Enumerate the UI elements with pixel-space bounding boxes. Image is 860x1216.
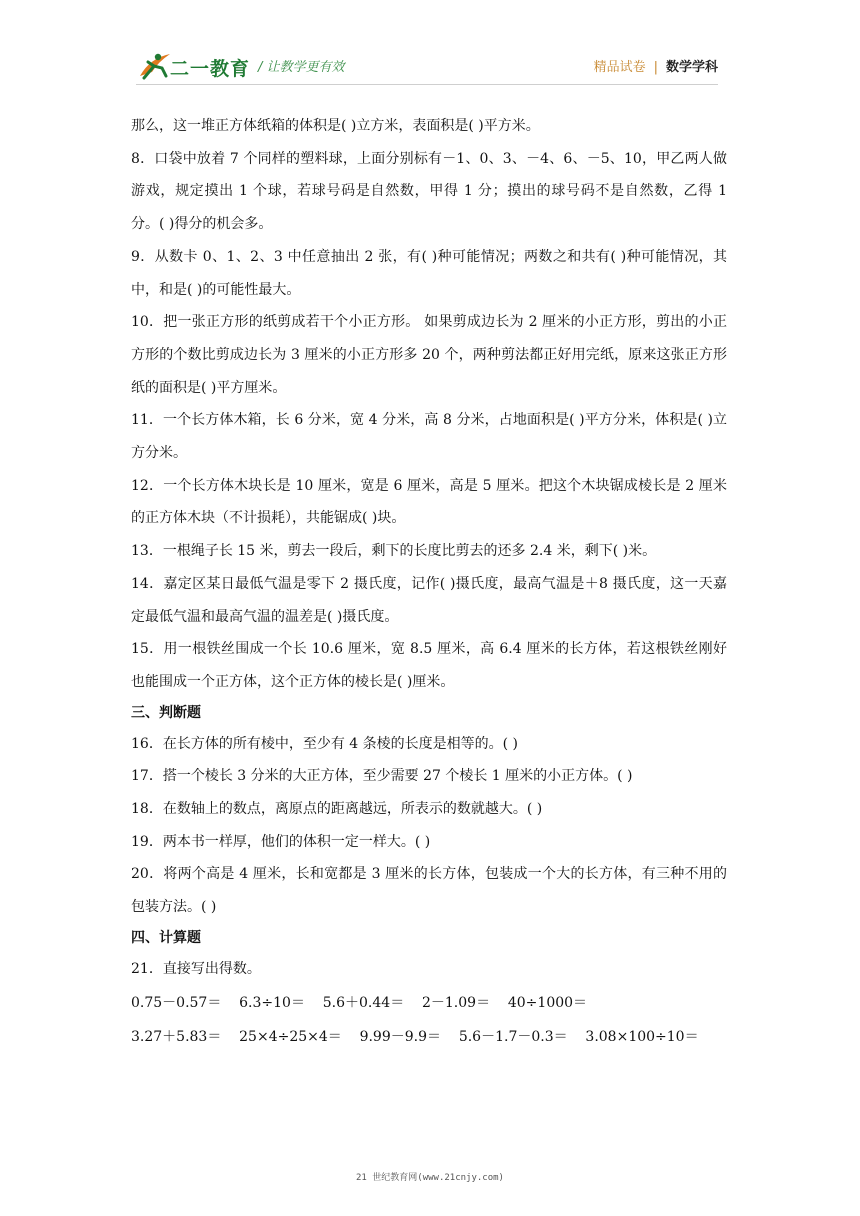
calc-row-1: 0.75－0.57＝ 6.3÷10＝ 5.6＋0.44＝ 2－1.09＝ 40÷1000＝ — [131, 994, 588, 1011]
header-label: 精品试卷 — [593, 60, 646, 75]
header-separator: | — [653, 60, 658, 75]
question-7-continued: 那么，这一堆正方体纸箱的体积是( )立方米，表面积是( )平方米。 — [131, 118, 540, 134]
subject-label: 数学学科 — [665, 60, 718, 75]
question-9: 9．从数卡 0、1、2、3 中任意抽出 2 张，有( )种可能情况；两数之和共有( )种可能情况，其中，和是( )的可能性最大。 — [131, 248, 727, 298]
page-footer: 21 世纪教育网(www.21cnjy.com) — [356, 1173, 504, 1183]
section-heading-judgement: 三、判断题 — [131, 704, 201, 721]
question-11: 11．一个长方体木箱，长 6 分米，宽 4 分米，高 8 分米，占地面积是( )平方分米，体积是( )立方分米。 — [131, 412, 727, 462]
document-body — [131, 110, 727, 1054]
question-13: 13．一根绳子长 15 米，剪去一段后，剩下的长度比剪去的还多 2.4 米，剩下( )米。 — [131, 543, 657, 560]
logo-text: 二一教育 — [170, 58, 251, 80]
header-divider — [136, 84, 718, 85]
slogan: / 让教学更有效 — [258, 60, 345, 75]
question-14: 14．嘉定区某日最低气温是零下 2 摄氏度，记作( )摄氏度，最高气温是＋8 摄氏度，这一天嘉定最低气温和最高气温的温差是( )摄氏度。 — [131, 575, 727, 625]
brand-logo — [136, 50, 276, 82]
question-17: 17．搭一个棱长 3 分米的大正方体，至少需要 27 个棱长 1 厘米的小正方体。( ) — [131, 768, 633, 785]
page-header — [0, 0, 860, 100]
question-21: 21．直接写出得数。 — [131, 960, 261, 977]
question-15: 15．用一根铁丝围成一个长 10.6 厘米，宽 8.5 厘米，高 6.4 厘米的长方体，若这根铁丝刚好也能围成一个正方体，这个正方体的棱长是( )厘米。 — [131, 641, 727, 690]
question-19: 19．两本书一样厚，他们的体积一定一样大。( ) — [131, 833, 431, 850]
question-16: 16．在长方体的所有棱中，至少有 4 条棱的长度是相等的。( ) — [131, 735, 518, 752]
question-18: 18．在数轴上的数点，离原点的距离越远，所表示的数就越大。( ) — [131, 801, 543, 818]
question-8: 8．口袋中放着 7 个同样的塑料球，上面分别标有－1、0、3、－4、6、－5、10，甲乙两人做游戏，规定摸出 1 个球，若球号码是自然数，甲得 1 分；摸出的球号码不是自然数，乙得 1 分。( )得分的机会多。 — [131, 150, 727, 233]
calc-row-2: 3.27＋5.83＝ 25×4÷25×4＝ 9.99－9.9＝ 5.6－1.7－0.3＝ 3.08×100÷10＝ — [131, 1028, 699, 1045]
header-right — [594, 56, 718, 75]
section-heading-calculation: 四、计算题 — [131, 929, 201, 946]
question-10: 10．把一张正方形的纸剪成若干个小正方形。 如果剪成边长为 2 厘米的小正方形，剪出的小正方形的个数比剪成边长为 3 厘米的小正方形多 20 个，两种剪法都正好用完纸，原来这张正方形纸的面积是( )平方厘米。 — [131, 314, 727, 396]
question-12: 12．一个长方体木块长是 10 厘米，宽是 6 厘米，高是 5 厘米。把这个木块锯成棱长是 2 厘米的正方体木块（不计损耗），共能锯成( )块。 — [131, 477, 727, 527]
question-20: 20．将两个高是 4 厘米，长和宽都是 3 厘米的长方体，包装成一个大的长方体，有三种不用的包装方法。( ) — [131, 866, 727, 916]
